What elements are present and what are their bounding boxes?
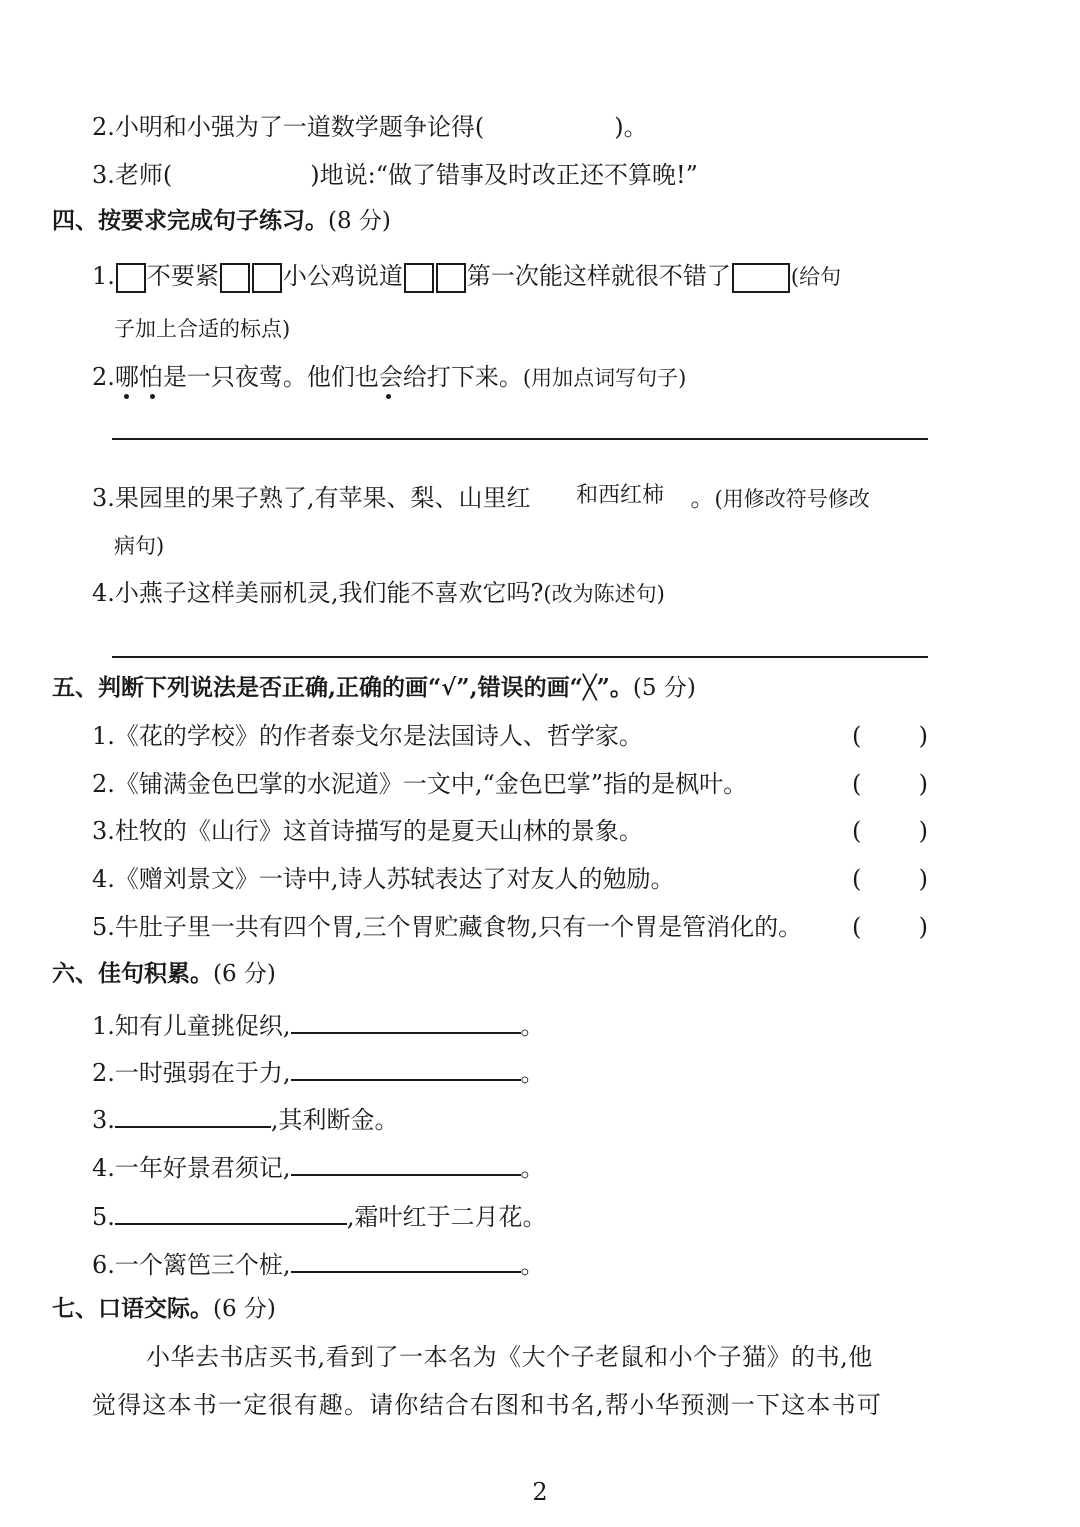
judgement-answer-box[interactable]: ( ) [852, 913, 928, 941]
judgement-answer-box[interactable]: ( ) [852, 722, 928, 750]
punctuation-box[interactable] [436, 263, 466, 293]
s4-question-4: 4.小燕子这样美丽机灵,我们能不喜欢它吗?(改为陈述句) [92, 579, 665, 607]
verse-item: 6.一个篱笆三个桩, 。 [92, 1247, 545, 1281]
judgement-item: 2.《铺满金色巴掌的水泥道》一文中,“金色巴掌”指的是枫叶。 [92, 770, 748, 798]
fill-blank[interactable] [291, 1150, 521, 1176]
fill-blank[interactable] [291, 1055, 521, 1081]
judgement-item: 4.《赠刘景文》一诗中,诗人苏轼表达了对友人的勉励。 [92, 865, 675, 893]
s7-paragraph-line-2: 觉得这本书一定很有趣。请你结合右图和书名,帮小华预测一下这本书可 [92, 1391, 883, 1419]
s4-question-1-note: 子加上合适的标点) [114, 317, 291, 341]
punctuation-box[interactable] [252, 263, 282, 293]
judgement-item: 3.杜牧的《山行》这首诗描写的是夏天山林的景象。 [92, 817, 643, 845]
section-5-heading: 五、判断下列说法是否正确,正确的画“√”,错误的画“╳”。(5 分) [52, 674, 696, 701]
verse-item: 4.一年好景君须记, 。 [92, 1150, 545, 1184]
punctuation-box[interactable] [732, 263, 790, 293]
fill-blank[interactable] [291, 1247, 521, 1273]
fill-blank[interactable] [291, 1008, 521, 1034]
s3-question-2: 2.小明和小强为了一道数学题争论得( )。 [92, 113, 648, 141]
s4-question-3-insert: 和西红柿 [576, 483, 665, 508]
s3-question-3: 3.老师( )地说:“做了错事及时改正还不算晚!” [92, 161, 698, 189]
emphasis-dot [124, 394, 129, 399]
verse-item: 1.知有儿童挑促织, 。 [92, 1008, 545, 1042]
emphasis-dot [386, 394, 391, 399]
section-6-heading: 六、佳句积累。(6 分) [52, 960, 276, 987]
s4-question-1: 1. 不要紧 小公鸡说道 第一次能这样就很不错了 (给句 [92, 260, 841, 293]
s4-question-3-note: 病句) [114, 534, 165, 558]
s7-paragraph-line-1: 小华去书店买书,看到了一本名为《大个子老鼠和小个子猫》的书,他 [146, 1343, 873, 1371]
judgement-item: 1.《花的学校》的作者泰戈尔是法国诗人、哲学家。 [92, 722, 643, 750]
s4-question-3: 3.果园里的果子熟了,有苹果、梨、山里红 。(用修改符号修改 [92, 484, 870, 512]
answer-line[interactable] [112, 656, 928, 658]
judgement-item: 5.牛肚子里一共有四个胃,三个胃贮藏食物,只有一个胃是管消化的。 [92, 913, 803, 941]
page-number: 2 [532, 1478, 548, 1506]
verse-item: 5. ,霜叶红于二月花。 [92, 1199, 547, 1233]
judgement-answer-box[interactable]: ( ) [852, 770, 928, 798]
section-7-heading: 七、口语交际。(6 分) [52, 1295, 276, 1322]
s4-question-2: 2.哪怕是一只夜莺。他们也会给打下来。(用加点词写句子) [92, 363, 687, 391]
punctuation-box[interactable] [116, 263, 146, 293]
verse-item: 3. ,其利断金。 [92, 1102, 399, 1136]
fill-blank[interactable] [115, 1199, 347, 1225]
fill-blank[interactable] [115, 1102, 271, 1128]
judgement-answer-box[interactable]: ( ) [852, 865, 928, 893]
punctuation-box[interactable] [404, 263, 434, 293]
punctuation-box[interactable] [220, 263, 250, 293]
judgement-answer-box[interactable]: ( ) [852, 817, 928, 845]
emphasis-dot [150, 394, 155, 399]
section-4-heading: 四、按要求完成句子练习。(8 分) [52, 207, 391, 234]
verse-item: 2.一时强弱在于力, 。 [92, 1055, 545, 1089]
answer-line[interactable] [112, 438, 928, 440]
